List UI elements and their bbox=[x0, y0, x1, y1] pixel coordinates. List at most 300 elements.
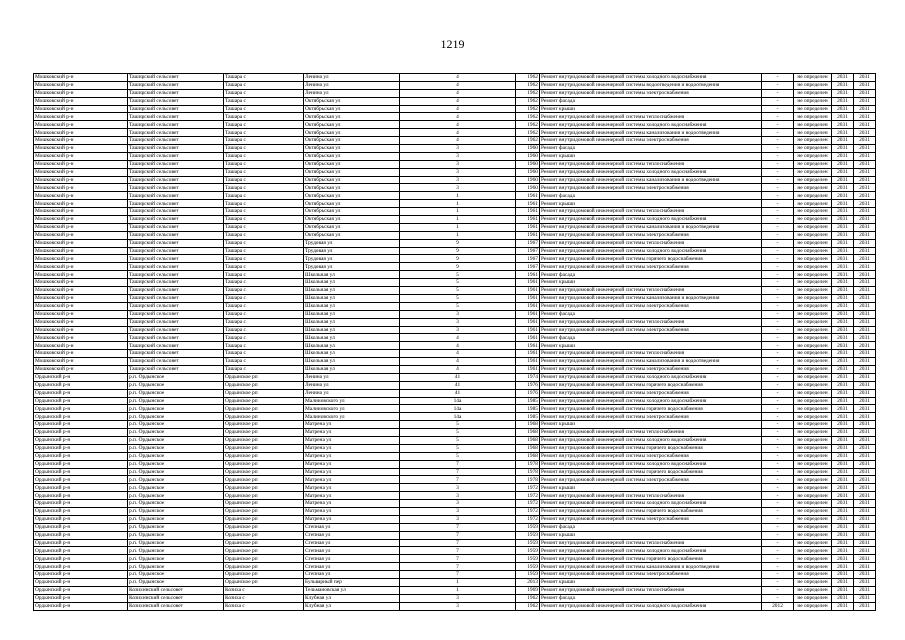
district-cell: Ордынский р-н bbox=[34, 523, 128, 531]
street-cell: Октябрьская ул bbox=[304, 168, 400, 176]
table-row bbox=[34, 263, 876, 271]
house-number-cell: 3 bbox=[400, 184, 516, 192]
last-repair-year-cell: - bbox=[762, 302, 794, 310]
cost-cell: не определен bbox=[794, 168, 832, 176]
build-year-cell: 1974 bbox=[516, 373, 540, 381]
last-repair-year-cell: - bbox=[762, 492, 794, 500]
plan-year-end-cell: 2031 bbox=[854, 579, 876, 587]
plan-year-start-cell: 2031 bbox=[832, 531, 854, 539]
work-type-cell: Ремонт внутридомовой инженерной системы холодного водоснабжения bbox=[540, 74, 762, 82]
district-cell: Мошковский р-н bbox=[34, 152, 128, 160]
table-row bbox=[34, 176, 876, 184]
build-year-cell: 1959 bbox=[516, 555, 540, 563]
plan-year-start-cell: 2031 bbox=[832, 216, 854, 224]
table-row bbox=[34, 460, 876, 468]
district-cell: Мошковский р-н bbox=[34, 208, 128, 216]
settlement-cell: Ордынское рп bbox=[224, 444, 304, 452]
street-cell: Ленина ул bbox=[304, 389, 400, 397]
street-cell: Матрена ул bbox=[304, 476, 400, 484]
plan-year-start-cell: 2031 bbox=[832, 200, 854, 208]
cost-cell: не определен bbox=[794, 563, 832, 571]
plan-year-end-cell: 2031 bbox=[854, 539, 876, 547]
table-row bbox=[34, 74, 876, 82]
build-year-cell: 1962 bbox=[516, 97, 540, 105]
plan-year-end-cell: 2031 bbox=[854, 160, 876, 168]
house-number-cell: 1 bbox=[400, 231, 516, 239]
house-number-cell: 41 bbox=[400, 389, 516, 397]
plan-year-start-cell: 2031 bbox=[832, 555, 854, 563]
district-cell: Ордынский р-н bbox=[34, 602, 128, 610]
municipality-cell: Таширский сельсовет bbox=[128, 318, 224, 326]
cost-cell: не определен bbox=[794, 515, 832, 523]
settlement-cell: Козиха с bbox=[224, 586, 304, 594]
house-number-cell: 3 bbox=[400, 492, 516, 500]
capital-repair-table bbox=[33, 73, 876, 611]
last-repair-year-cell: - bbox=[762, 358, 794, 366]
table-row bbox=[34, 271, 876, 279]
house-number-cell: 3 bbox=[400, 594, 516, 602]
street-cell: Школьная ул bbox=[304, 294, 400, 302]
district-cell: Мошковский р-н bbox=[34, 168, 128, 176]
last-repair-year-cell: - bbox=[762, 81, 794, 89]
last-repair-year-cell: - bbox=[762, 586, 794, 594]
house-number-cell: 7 bbox=[400, 476, 516, 484]
district-cell: Мошковский р-н bbox=[34, 310, 128, 318]
district-cell: Мошковский р-н bbox=[34, 137, 128, 145]
build-year-cell: 1967 bbox=[516, 263, 540, 271]
district-cell: Мошковский р-н bbox=[34, 231, 128, 239]
municipality-cell: Таширский сельсовет bbox=[128, 152, 224, 160]
district-cell: Мошковский р-н bbox=[34, 239, 128, 247]
plan-year-end-cell: 2031 bbox=[854, 302, 876, 310]
district-cell: Мошковский р-н bbox=[34, 294, 128, 302]
house-number-cell: 1 bbox=[400, 223, 516, 231]
plan-year-start-cell: 2031 bbox=[832, 129, 854, 137]
last-repair-year-cell: - bbox=[762, 160, 794, 168]
table-row bbox=[34, 350, 876, 358]
plan-year-start-cell: 2031 bbox=[832, 579, 854, 587]
last-repair-year-cell: - bbox=[762, 515, 794, 523]
municipality-cell: р.п. Ордынское bbox=[128, 381, 224, 389]
municipality-cell: р.п. Ордынское bbox=[128, 507, 224, 515]
municipality-cell: Таширский сельсовет bbox=[128, 121, 224, 129]
last-repair-year-cell: - bbox=[762, 271, 794, 279]
cost-cell: не определен bbox=[794, 184, 832, 192]
page-number: 1219 bbox=[440, 37, 465, 51]
work-type-cell: Ремонт внутридомовой инженерной системы холодного водоснабжения bbox=[540, 373, 762, 381]
plan-year-start-cell: 2031 bbox=[832, 586, 854, 594]
district-cell: Мошковский р-н bbox=[34, 223, 128, 231]
cost-cell: не определен bbox=[794, 460, 832, 468]
district-cell: Мошковский р-н bbox=[34, 255, 128, 263]
work-type-cell: Ремонт внутридомовой инженерной системы холодного водоснабжения bbox=[540, 397, 762, 405]
plan-year-start-cell: 2031 bbox=[832, 342, 854, 350]
settlement-cell: Ташара с bbox=[224, 184, 304, 192]
build-year-cell: 1961 bbox=[516, 342, 540, 350]
district-cell: Ордынский р-н bbox=[34, 571, 128, 579]
table-row bbox=[34, 239, 876, 247]
cost-cell: не определен bbox=[794, 342, 832, 350]
street-cell: Школьная ул bbox=[304, 358, 400, 366]
settlement-cell: Ташара с bbox=[224, 271, 304, 279]
plan-year-start-cell: 2031 bbox=[832, 389, 854, 397]
plan-year-start-cell: 2031 bbox=[832, 239, 854, 247]
street-cell: Октябрьская ул bbox=[304, 223, 400, 231]
plan-year-end-cell: 2031 bbox=[854, 397, 876, 405]
plan-year-start-cell: 2031 bbox=[832, 247, 854, 255]
cost-cell: не определен bbox=[794, 121, 832, 129]
street-cell: Октябрьская ул bbox=[304, 192, 400, 200]
district-cell: Мошковский р-н bbox=[34, 358, 128, 366]
district-cell: Ордынский р-н bbox=[34, 515, 128, 523]
house-number-cell: 3 bbox=[400, 484, 516, 492]
street-cell: Октябрьская ул bbox=[304, 208, 400, 216]
district-cell: Ордынский р-н bbox=[34, 444, 128, 452]
table-row bbox=[34, 586, 876, 594]
district-cell: Мошковский р-н bbox=[34, 129, 128, 137]
plan-year-start-cell: 2031 bbox=[832, 287, 854, 295]
cost-cell: не определен bbox=[794, 539, 832, 547]
municipality-cell: Таширский сельсовет bbox=[128, 160, 224, 168]
settlement-cell: Ташара с bbox=[224, 168, 304, 176]
street-cell: Школьная ул bbox=[304, 271, 400, 279]
last-repair-year-cell: - bbox=[762, 121, 794, 129]
cost-cell: не определен bbox=[794, 271, 832, 279]
municipality-cell: р.п. Ордынское bbox=[128, 389, 224, 397]
street-cell: Ленина ул bbox=[304, 81, 400, 89]
last-repair-year-cell: - bbox=[762, 429, 794, 437]
district-cell: Мошковский р-н bbox=[34, 160, 128, 168]
plan-year-start-cell: 2031 bbox=[832, 373, 854, 381]
settlement-cell: Ордынское рп bbox=[224, 515, 304, 523]
table-row bbox=[34, 208, 876, 216]
build-year-cell: 1972 bbox=[516, 492, 540, 500]
street-cell: Степная ул bbox=[304, 563, 400, 571]
build-year-cell: 1960 bbox=[516, 168, 540, 176]
municipality-cell: р.п. Ордынское bbox=[128, 444, 224, 452]
last-repair-year-cell: - bbox=[762, 184, 794, 192]
plan-year-start-cell: 2031 bbox=[832, 484, 854, 492]
cost-cell: не определен bbox=[794, 176, 832, 184]
plan-year-start-cell: 2031 bbox=[832, 263, 854, 271]
house-number-cell: 9 bbox=[400, 239, 516, 247]
plan-year-end-cell: 2031 bbox=[854, 310, 876, 318]
cost-cell: не определен bbox=[794, 421, 832, 429]
settlement-cell: Ташара с bbox=[224, 279, 304, 287]
cost-cell: не определен bbox=[794, 397, 832, 405]
settlement-cell: Ордынское рп bbox=[224, 579, 304, 587]
municipality-cell: Таширский сельсовет bbox=[128, 200, 224, 208]
municipality-cell: р.п. Ордынское bbox=[128, 523, 224, 531]
last-repair-year-cell: - bbox=[762, 405, 794, 413]
work-type-cell: Ремонт фасада bbox=[540, 310, 762, 318]
plan-year-end-cell: 2031 bbox=[854, 468, 876, 476]
house-number-cell: 3 bbox=[400, 145, 516, 153]
last-repair-year-cell: - bbox=[762, 452, 794, 460]
plan-year-start-cell: 2031 bbox=[832, 97, 854, 105]
table-row bbox=[34, 326, 876, 334]
build-year-cell: 1968 bbox=[516, 452, 540, 460]
municipality-cell: Таширский сельсовет bbox=[128, 279, 224, 287]
settlement-cell: Ташара с bbox=[224, 365, 304, 373]
house-number-cell: 4 bbox=[400, 89, 516, 97]
settlement-cell: Ордынское рп bbox=[224, 413, 304, 421]
work-type-cell: Ремонт крыши bbox=[540, 105, 762, 113]
table-row bbox=[34, 145, 876, 153]
house-number-cell: 1 bbox=[400, 579, 516, 587]
district-cell: Мошковский р-н bbox=[34, 247, 128, 255]
last-repair-year-cell: - bbox=[762, 468, 794, 476]
last-repair-year-cell: - bbox=[762, 294, 794, 302]
work-type-cell: Ремонт фасада bbox=[540, 97, 762, 105]
house-number-cell: 5 bbox=[400, 271, 516, 279]
build-year-cell: 1961 bbox=[516, 271, 540, 279]
plan-year-end-cell: 2031 bbox=[854, 105, 876, 113]
plan-year-end-cell: 2031 bbox=[854, 421, 876, 429]
plan-year-start-cell: 2031 bbox=[832, 208, 854, 216]
district-cell: Ордынский р-н bbox=[34, 405, 128, 413]
plan-year-start-cell: 2031 bbox=[832, 563, 854, 571]
table-row bbox=[34, 421, 876, 429]
street-cell: Школьная ул bbox=[304, 365, 400, 373]
settlement-cell: Ордынское рп bbox=[224, 476, 304, 484]
build-year-cell: 1972 bbox=[516, 484, 540, 492]
last-repair-year-cell: - bbox=[762, 97, 794, 105]
work-type-cell: Ремонт внутридомовой инженерной системы теплоснабжения bbox=[540, 539, 762, 547]
municipality-cell: Козихинский сельсовет bbox=[128, 586, 224, 594]
build-year-cell: 1960 bbox=[516, 160, 540, 168]
cost-cell: не определен bbox=[794, 263, 832, 271]
district-cell: Мошковский р-н bbox=[34, 81, 128, 89]
work-type-cell: Ремонт внутридомовой инженерной системы канализования и водоотведения bbox=[540, 358, 762, 366]
work-type-cell: Ремонт внутридомовой инженерной системы электроснабжения bbox=[540, 515, 762, 523]
cost-cell: не определен bbox=[794, 310, 832, 318]
plan-year-start-cell: 2031 bbox=[832, 468, 854, 476]
plan-year-end-cell: 2031 bbox=[854, 373, 876, 381]
last-repair-year-cell: - bbox=[762, 381, 794, 389]
street-cell: Трудовая ул bbox=[304, 263, 400, 271]
district-cell: Ордынский р-н bbox=[34, 507, 128, 515]
house-number-cell: 4 bbox=[400, 113, 516, 121]
street-cell: Малиновского ул bbox=[304, 397, 400, 405]
settlement-cell: Ордынское рп bbox=[224, 555, 304, 563]
municipality-cell: р.п. Ордынское bbox=[128, 373, 224, 381]
plan-year-end-cell: 2031 bbox=[854, 192, 876, 200]
work-type-cell: Ремонт внутридомовой инженерной системы канализования и водоотведения bbox=[540, 223, 762, 231]
municipality-cell: р.п. Ордынское bbox=[128, 413, 224, 421]
build-year-cell: 1961 bbox=[516, 200, 540, 208]
municipality-cell: р.п. Ордынское bbox=[128, 515, 224, 523]
cost-cell: не определен bbox=[794, 287, 832, 295]
district-cell: Мошковский р-н bbox=[34, 145, 128, 153]
cost-cell: не определен bbox=[794, 160, 832, 168]
plan-year-end-cell: 2031 bbox=[854, 208, 876, 216]
municipality-cell: Таширский сельсовет bbox=[128, 334, 224, 342]
street-cell: Малиновского ул bbox=[304, 413, 400, 421]
work-type-cell: Ремонт внутридомовой инженерной системы теплоснабжения bbox=[540, 492, 762, 500]
district-cell: Мошковский р-н bbox=[34, 97, 128, 105]
cost-cell: не определен bbox=[794, 137, 832, 145]
last-repair-year-cell: - bbox=[762, 137, 794, 145]
build-year-cell: 1961 bbox=[516, 318, 540, 326]
table-row bbox=[34, 137, 876, 145]
house-number-cell: 3 bbox=[400, 500, 516, 508]
settlement-cell: Козиха с bbox=[224, 602, 304, 610]
municipality-cell: Таширский сельсовет bbox=[128, 310, 224, 318]
last-repair-year-cell: - bbox=[762, 192, 794, 200]
municipality-cell: Таширский сельсовет bbox=[128, 326, 224, 334]
district-cell: Мошковский р-н bbox=[34, 184, 128, 192]
municipality-cell: Таширский сельсовет bbox=[128, 208, 224, 216]
house-number-cell: 4 bbox=[400, 121, 516, 129]
plan-year-start-cell: 2031 bbox=[832, 594, 854, 602]
work-type-cell: Ремонт внутридомовой инженерной системы горячего водоснабжения bbox=[540, 507, 762, 515]
street-cell: Октябрьская ул bbox=[304, 97, 400, 105]
plan-year-start-cell: 2031 bbox=[832, 89, 854, 97]
work-type-cell: Ремонт крыши bbox=[540, 200, 762, 208]
table-body bbox=[34, 74, 876, 611]
last-repair-year-cell: - bbox=[762, 547, 794, 555]
last-repair-year-cell: - bbox=[762, 373, 794, 381]
municipality-cell: р.п. Ордынское bbox=[128, 460, 224, 468]
house-number-cell: 4 bbox=[400, 137, 516, 145]
build-year-cell: 1968 bbox=[516, 444, 540, 452]
build-year-cell: 1985 bbox=[516, 397, 540, 405]
work-type-cell: Ремонт внутридомовой инженерной системы теплоснабжения bbox=[540, 350, 762, 358]
house-number-cell: 7 bbox=[400, 468, 516, 476]
build-year-cell: 1962 bbox=[516, 129, 540, 137]
plan-year-start-cell: 2031 bbox=[832, 105, 854, 113]
cost-cell: не определен bbox=[794, 468, 832, 476]
plan-year-end-cell: 2031 bbox=[854, 586, 876, 594]
house-number-cell: 5 bbox=[400, 436, 516, 444]
plan-year-end-cell: 2031 bbox=[854, 602, 876, 610]
cost-cell: не определен bbox=[794, 74, 832, 82]
house-number-cell: 4 bbox=[400, 97, 516, 105]
last-repair-year-cell: - bbox=[762, 89, 794, 97]
last-repair-year-cell: - bbox=[762, 176, 794, 184]
house-number-cell: 3 bbox=[400, 160, 516, 168]
house-number-cell: 1 bbox=[400, 208, 516, 216]
cost-cell: не определен bbox=[794, 373, 832, 381]
plan-year-start-cell: 2031 bbox=[832, 429, 854, 437]
work-type-cell: Ремонт внутридомовой инженерной системы холодного водоснабжения bbox=[540, 436, 762, 444]
cost-cell: не определен bbox=[794, 405, 832, 413]
house-number-cell: 5 bbox=[400, 429, 516, 437]
street-cell: Матрена ул bbox=[304, 484, 400, 492]
plan-year-end-cell: 2031 bbox=[854, 405, 876, 413]
plan-year-end-cell: 2031 bbox=[854, 515, 876, 523]
cost-cell: не определен bbox=[794, 247, 832, 255]
district-cell: Мошковский р-н bbox=[34, 200, 128, 208]
municipality-cell: Козихинский сельсовет bbox=[128, 594, 224, 602]
plan-year-start-cell: 2031 bbox=[832, 74, 854, 82]
work-type-cell: Ремонт крыши bbox=[540, 279, 762, 287]
district-cell: Ордынский р-н bbox=[34, 539, 128, 547]
district-cell: Ордынский р-н bbox=[34, 547, 128, 555]
last-repair-year-cell: - bbox=[762, 113, 794, 121]
work-type-cell: Ремонт фасада bbox=[540, 523, 762, 531]
street-cell: Матрена ул bbox=[304, 500, 400, 508]
settlement-cell: Ордынское рп bbox=[224, 405, 304, 413]
settlement-cell: Ташара с bbox=[224, 192, 304, 200]
cost-cell: не определен bbox=[794, 129, 832, 137]
street-cell: Школьная ул bbox=[304, 302, 400, 310]
house-number-cell: 4 bbox=[400, 358, 516, 366]
district-cell: Ордынский р-н bbox=[34, 381, 128, 389]
cost-cell: не определен bbox=[794, 279, 832, 287]
municipality-cell: р.п. Ордынское bbox=[128, 429, 224, 437]
work-type-cell: Ремонт внутридомовой инженерной системы теплоснабжения bbox=[540, 586, 762, 594]
cost-cell: не определен bbox=[794, 452, 832, 460]
municipality-cell: р.п. Ордынское bbox=[128, 452, 224, 460]
last-repair-year-cell: - bbox=[762, 105, 794, 113]
build-year-cell: 1962 bbox=[516, 594, 540, 602]
municipality-cell: Таширский сельсовет bbox=[128, 247, 224, 255]
last-repair-year-cell: - bbox=[762, 413, 794, 421]
last-repair-year-cell: - bbox=[762, 436, 794, 444]
municipality-cell: р.п. Ордынское bbox=[128, 547, 224, 555]
municipality-cell: Таширский сельсовет bbox=[128, 239, 224, 247]
work-type-cell: Ремонт крыши bbox=[540, 531, 762, 539]
build-year-cell: 1961 bbox=[516, 208, 540, 216]
work-type-cell: Ремонт крыши bbox=[540, 342, 762, 350]
district-cell: Мошковский р-н bbox=[34, 105, 128, 113]
table-row bbox=[34, 129, 876, 137]
district-cell: Ордынский р-н bbox=[34, 460, 128, 468]
plan-year-end-cell: 2031 bbox=[854, 365, 876, 373]
build-year-cell: 1976 bbox=[516, 389, 540, 397]
municipality-cell: Таширский сельсовет bbox=[128, 81, 224, 89]
settlement-cell: Ташара с bbox=[224, 160, 304, 168]
cost-cell: не определен bbox=[794, 81, 832, 89]
house-number-cell: 5 bbox=[400, 302, 516, 310]
table-row bbox=[34, 531, 876, 539]
house-number-cell: 4 bbox=[400, 334, 516, 342]
build-year-cell: 1978 bbox=[516, 468, 540, 476]
plan-year-start-cell: 2031 bbox=[832, 452, 854, 460]
table-row bbox=[34, 405, 876, 413]
work-type-cell: Ремонт внутридомовой инженерной системы электроснабжения bbox=[540, 413, 762, 421]
settlement-cell: Ордынское рп bbox=[224, 381, 304, 389]
plan-year-start-cell: 2031 bbox=[832, 476, 854, 484]
house-number-cell: 41 bbox=[400, 373, 516, 381]
work-type-cell: Ремонт внутридомовой инженерной системы горячего водоснабжения bbox=[540, 381, 762, 389]
plan-year-end-cell: 2031 bbox=[854, 350, 876, 358]
cost-cell: не определен bbox=[794, 97, 832, 105]
work-type-cell: Ремонт внутридомовой инженерной системы горячего водоснабжения bbox=[540, 555, 762, 563]
cost-cell: не определен bbox=[794, 350, 832, 358]
house-number-cell: 4 bbox=[400, 74, 516, 82]
plan-year-end-cell: 2031 bbox=[854, 547, 876, 555]
cost-cell: не определен bbox=[794, 255, 832, 263]
house-number-cell: 3 bbox=[400, 507, 516, 515]
work-type-cell: Ремонт внутридомовой инженерной системы горячего водоснабжения bbox=[540, 405, 762, 413]
street-cell: Школьная ул bbox=[304, 326, 400, 334]
plan-year-start-cell: 2031 bbox=[832, 358, 854, 366]
plan-year-end-cell: 2031 bbox=[854, 484, 876, 492]
work-type-cell: Ремонт внутридомовой инженерной системы канализования и водоотведения bbox=[540, 563, 762, 571]
settlement-cell: Козиха с bbox=[224, 594, 304, 602]
street-cell: Тельмановская ул bbox=[304, 586, 400, 594]
table-row bbox=[34, 184, 876, 192]
plan-year-start-cell: 2031 bbox=[832, 279, 854, 287]
settlement-cell: Ташара с bbox=[224, 137, 304, 145]
last-repair-year-cell: - bbox=[762, 152, 794, 160]
district-cell: Мошковский р-н bbox=[34, 271, 128, 279]
work-type-cell: Ремонт внутридомовой инженерной системы водоотведения и водоотведения bbox=[540, 81, 762, 89]
settlement-cell: Ордынское рп bbox=[224, 539, 304, 547]
